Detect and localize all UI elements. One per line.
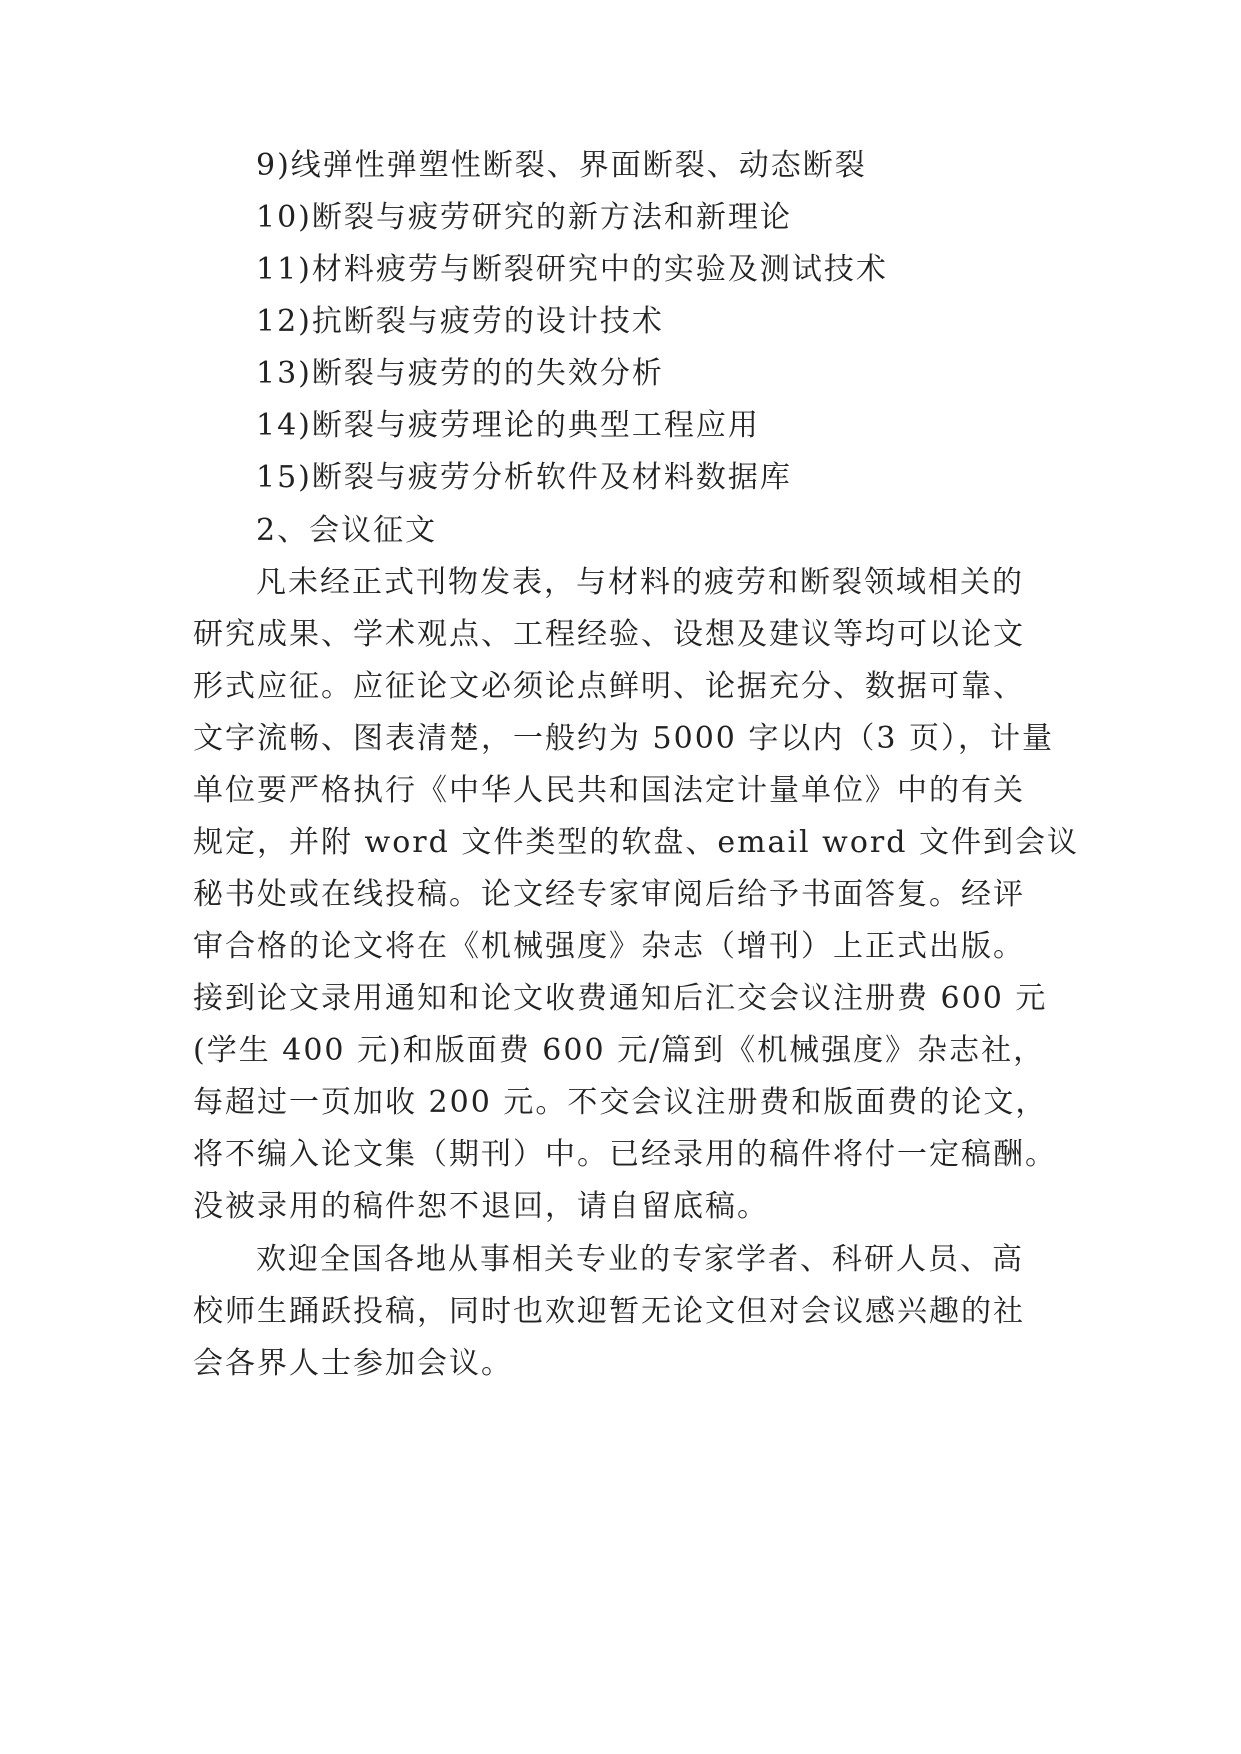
paragraph-line: 文字流畅、图表清楚，一般约为 5000 字以内（3 页），计量: [193, 721, 1055, 756]
topic-item: 15)断裂与疲劳分析软件及材料数据库: [256, 460, 792, 495]
paragraph-line: 每超过一页加收 200 元。不交会议注册费和版面费的论文，: [193, 1085, 1048, 1120]
paragraph-line: 秘书处或在线投稿。论文经专家审阅后给予书面答复。经评: [193, 877, 1025, 912]
topic-item: 11)材料疲劳与断裂研究中的实验及测试技术: [256, 252, 888, 287]
paragraph-line: 凡未经正式刊物发表，与材料的疲劳和断裂领域相关的: [256, 565, 1024, 600]
topic-item: 10)断裂与疲劳研究的新方法和新理论: [256, 200, 792, 235]
paragraph-line: 欢迎全国各地从事相关专业的专家学者、科研人员、高: [256, 1242, 1024, 1277]
paragraph-line: 形式应征。应征论文必须论点鲜明、论据充分、数据可靠、: [193, 669, 1025, 704]
section-heading: 2、会议征文: [256, 513, 438, 548]
paragraph-line: 规定，并附 word 文件类型的软盘、email word 文件到会议: [193, 825, 1079, 860]
paragraph-line: 会各界人士参加会议。: [193, 1346, 513, 1381]
paragraph-line: 研究成果、学术观点、工程经验、设想及建议等均可以论文: [193, 617, 1025, 652]
topic-item: 13)断裂与疲劳的的失效分析: [256, 356, 664, 391]
topic-item: 14)断裂与疲劳理论的典型工程应用: [256, 408, 760, 443]
paragraph-line: 接到论文录用通知和论文收费通知后汇交会议注册费 600 元: [193, 981, 1048, 1016]
paragraph-line: 校师生踊跃投稿，同时也欢迎暂无论文但对会议感兴趣的社: [193, 1294, 1025, 1329]
topic-item: 12)抗断裂与疲劳的设计技术: [256, 304, 664, 339]
paragraph-line: (学生 400 元)和版面费 600 元/篇到《机械强度》杂志社，: [193, 1033, 1046, 1068]
paragraph-line: 将不编入论文集（期刊）中。已经录用的稿件将付一定稿酬。: [193, 1137, 1057, 1172]
paragraph-line: 审合格的论文将在《机械强度》杂志（增刊）上正式出版。: [193, 929, 1025, 964]
paragraph-line: 单位要严格执行《中华人民共和国法定计量单位》中的有关: [193, 773, 1025, 808]
topic-item: 9)线弹性弹塑性断裂、界面断裂、动态断裂: [256, 148, 867, 183]
paragraph-line: 没被录用的稿件恕不退回，请自留底稿。: [193, 1189, 769, 1224]
